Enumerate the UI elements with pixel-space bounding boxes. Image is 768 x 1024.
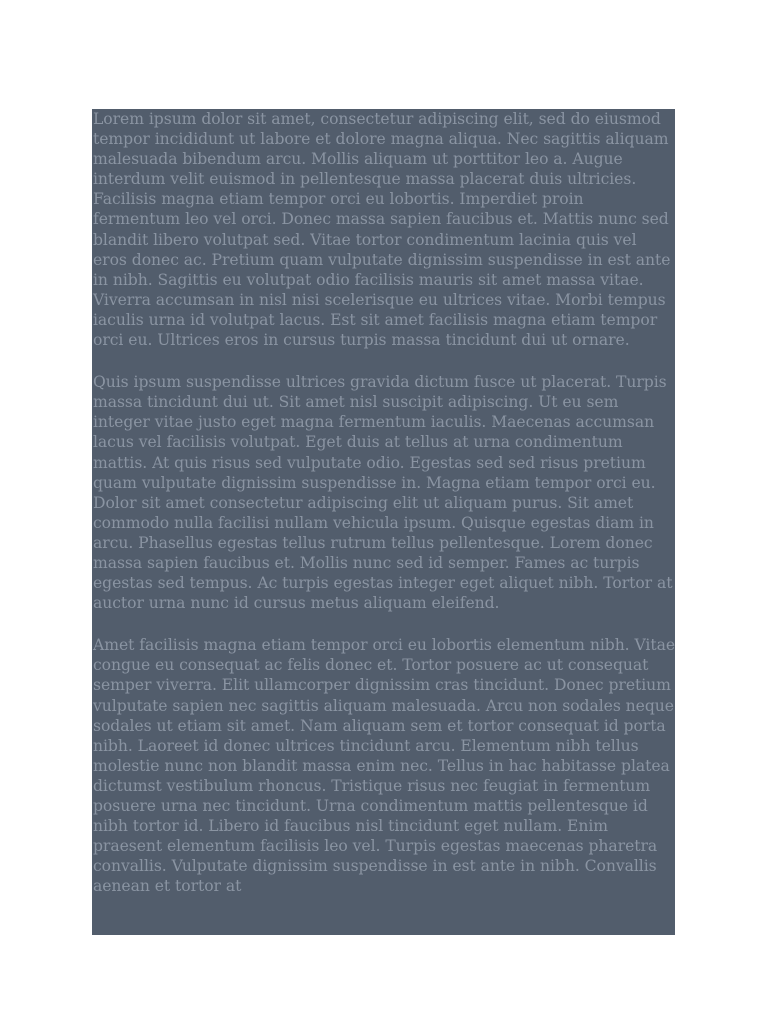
paragraph-3: Amet facilisis magna etiam tempor orci eu lobortis elementum nibh. Vitae congue eu consequat ac felis donec et. Tortor posuere ac ut consequat semper viverra. Elit ullamcorper dignissim cras tincidunt. Donec pretium vulputate sapien nec sagittis aliquam malesuada. Arcu non sodales neque sodales ut etiam sit amet. Nam aliquam sem et tortor consequat id porta nibh. Laoreet id donec ultrices tincidunt arcu. Elementum nibh tellus molestie nunc non blandit massa enim nec. Tellus in hac habitasse platea dictumst vestibulum rhoncus. Tristique risus nec feugiat in fermentum posuere urna nec tincidunt. Urna condimentum mattis pellentesque id nibh tortor id. Libero id faucibus nisl tincidunt eget nullam. Enim praesent elementum facilisis leo vel. Turpis egestas maecenas pharetra convallis. Vulputate dignissim suspendisse in est ante in nibh. Convallis aenean et tortor at <box>93 636 675 896</box>
paragraph-1: Lorem ipsum dolor sit amet, consectetur adipiscing elit, sed do eiusmod tempor incididunt ut labore et dolore magna aliqua. Nec sagittis aliquam malesuada bibendum arcu. Mollis aliquam ut porttitor leo a. Augue interdum velit euismod in pellentesque massa placerat duis ultricies. Facilisis magna etiam tempor orci eu lobortis. Imperdiet proin fermentum leo vel orci. Donec massa sapien faucibus et. Mattis nunc sed blandit libero volutpat sed. Vitae tortor condimentum lacinia quis vel eros donec ac. Pretium quam vulputate dignissim suspendisse in est ante in nibh. Sagittis eu volutpat odio facilisis mauris sit amet massa vitae. Viverra accumsan in nisl nisi scelerisque eu ultrices vitae. Morbi tempus iaculis urna id volutpat lacus. Est sit amet facilisis magna etiam tempor orci eu. Ultrices eros in cursus turpis massa tincidunt dui ut ornare. <box>93 110 671 350</box>
text-panel <box>92 109 675 935</box>
paragraph-2: Quis ipsum suspendisse ultrices gravida dictum fusce ut placerat. Turpis massa tincidunt dui ut. Sit amet nisl suscipit adipiscing. Ut eu sem integer vitae justo eget magna fermentum iaculis. Maecenas accumsan lacus vel facilisis volutpat. Eget duis at tellus at urna condimentum mattis. At quis risus sed vulputate odio. Egestas sed sed risus pretium quam vulputate dignissim suspendisse in. Magna etiam tempor orci eu. Dolor sit amet consectetur adipiscing elit ut aliquam purus. Sit amet commodo nulla facilisi nullam vehicula ipsum. Quisque egestas diam in arcu. Phasellus egestas tellus rutrum tellus pellentesque. Lorem donec massa sapien faucibus et. Mollis nunc sed id semper. Fames ac turpis egestas sed tempus. Ac turpis egestas integer eget aliquet nibh. Tortor at auctor urna nunc id cursus metus aliquam eleifend. <box>93 373 673 613</box>
